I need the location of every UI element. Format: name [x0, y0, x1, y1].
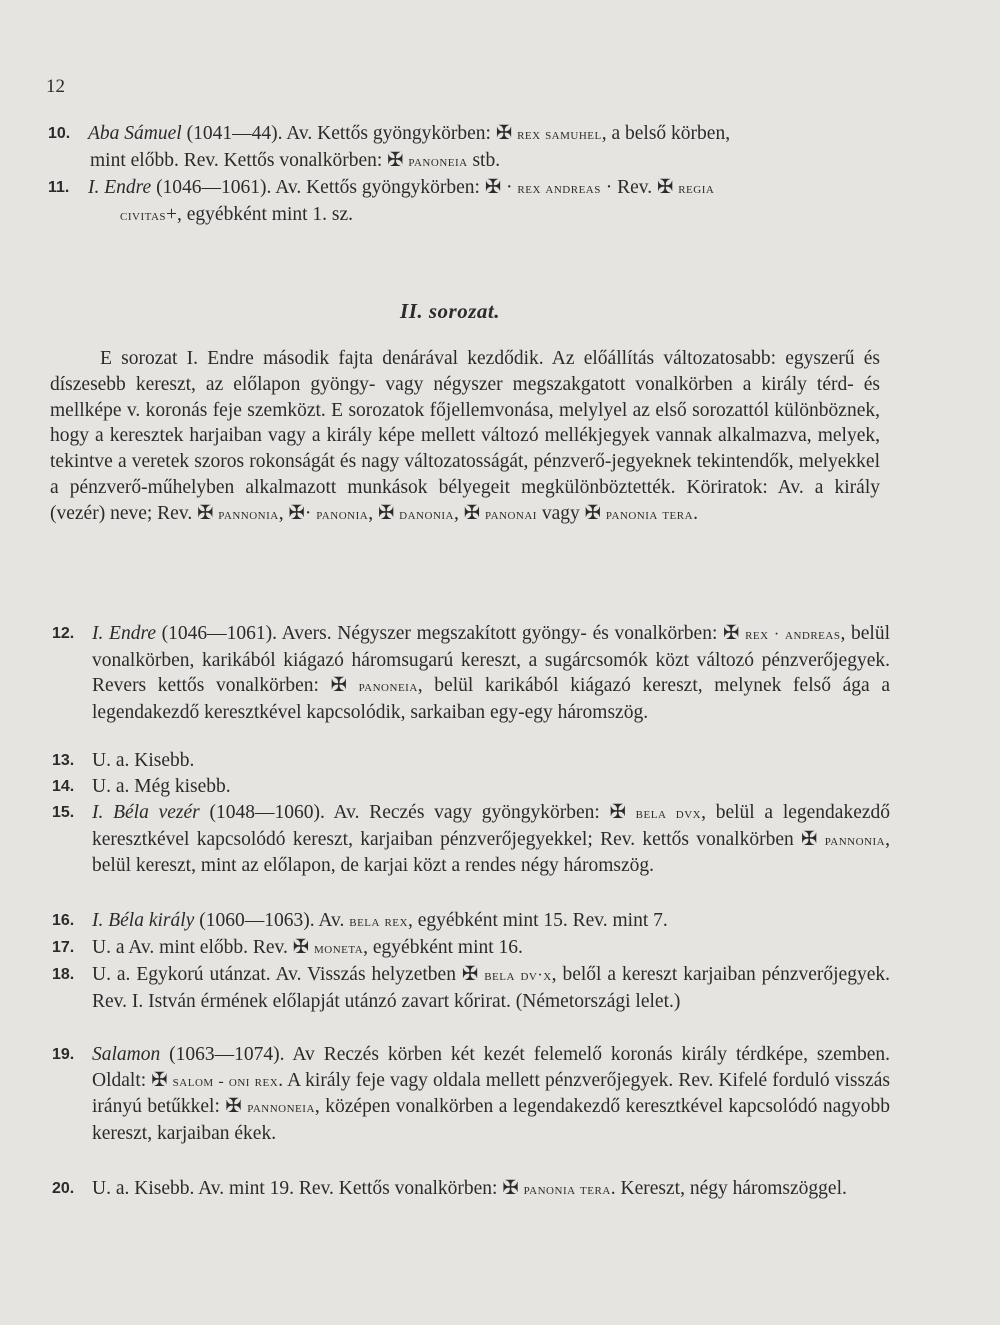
section-heading: II. sorozat. [400, 299, 500, 323]
entry-text-part: , belül vonalkörben, karikából kiágazó háromsugarú kereszt, a sugárcsomók közt változó pénzverőjegyek. Revers kettős vonalkörben: ✠ [92, 623, 890, 696]
entry-text-part: . A király feje vagy oldala mellett pénzverőjegyek. Rev. Kifelé forduló visszás irányú betűkkel: ✠ [92, 1069, 891, 1117]
entry-text-part: (1063—1074). Av Reczés körben két kezét felemelő koronás király térdképe, szemben. Oldalt: ✠ [92, 1044, 890, 1091]
entry-text [92, 748, 890, 774]
coin-legend: danonia [399, 505, 454, 523]
coin-legend: bela dvx [635, 805, 702, 822]
entry-text-part: · Rev. ✠ [600, 177, 679, 198]
coin-legend: rex · andreas [745, 626, 841, 643]
catalog-entry-15 [52, 800, 890, 879]
coin-legend: regia [678, 180, 715, 197]
entry-number: 13. [52, 752, 75, 769]
entry-text [92, 800, 890, 879]
entry-number: 12. [52, 625, 75, 642]
paragraph-text: , ✠ [368, 502, 400, 524]
coin-legend: pannoneia [247, 1099, 315, 1116]
coin-legend: civitas [120, 206, 167, 224]
entry-text-part: U. a Av. mint előbb. Rev. ✠ [92, 937, 314, 958]
catalog-entry-19 [52, 1042, 890, 1146]
entry-text [92, 935, 890, 962]
entry-text-part: , középen vonalkörben a legendakezdő keresztkével kapcsolódó nagyobb kereszt, karjaiban ékek. [92, 1096, 890, 1144]
entry-text-part: , belül kereszt, mint az előlapon, de karjai közt a rendes négy háromszög. [92, 828, 890, 876]
entry-number: 10. [48, 125, 71, 142]
entry-number: 18. [52, 966, 75, 983]
entry-text [92, 774, 890, 800]
catalog-entry-18 [52, 962, 890, 1014]
coin-legend: pannonia [218, 505, 279, 523]
entry-number: 17. [52, 939, 75, 956]
paragraph-text: , ✠ [454, 502, 485, 524]
catalog-entry-10 [48, 121, 888, 174]
catalog-entry-11 [48, 175, 888, 228]
entry-text [92, 962, 890, 1014]
coin-legend: salom - oni rex [172, 1072, 279, 1090]
entry-text-continuation [48, 202, 888, 229]
paragraph-text: vagy ✠ [536, 502, 606, 524]
entry-text-part: (1060—1063). Av. [194, 910, 350, 931]
entry-text-part: , egyébként mint 16. [363, 937, 523, 958]
catalog-entry-13 [52, 748, 890, 774]
coin-legend: pannonia [824, 831, 886, 849]
entry-text [88, 175, 888, 202]
entry-text-part: stb. [467, 149, 501, 171]
catalog-entry-14 [52, 774, 890, 800]
coin-legend: rex samuhel [517, 126, 602, 143]
entry-number: 11. [48, 179, 70, 196]
entry-text-part: (1048—1060). Av. Reczés vagy gyöngykörben: ✠ [199, 802, 636, 823]
entry-text-part: (1046—1061). Av. Kettős gyöngykörben: ✠ · [151, 177, 518, 198]
paragraph-text: , ✠· [278, 502, 317, 524]
entry-text-continuation [48, 148, 888, 175]
entry-number: 19. [52, 1046, 75, 1063]
entry-text-part: , a belső körben, [601, 123, 731, 144]
catalog-entry-16 [52, 908, 890, 935]
ruler-name: Aba Sámuel [88, 123, 182, 144]
entry-text-part: , belől a kereszt karjaiban pénzverőjegyek. Rev. I. István érmének előlapját utánzó zavart kőrirat. (Németországi lelet.) [92, 964, 890, 1012]
ruler-name: I. Endre [88, 177, 152, 198]
catalog-entry-17 [52, 935, 890, 962]
coin-legend: bela dv·x [484, 967, 552, 984]
coin-legend: panonia [316, 505, 369, 523]
coin-legend: panonia tera [605, 505, 694, 523]
entry-text [92, 621, 890, 725]
entry-number: 16. [52, 912, 75, 929]
entry-number: 15. [52, 804, 75, 821]
coin-legend: panonai [484, 505, 537, 523]
entry-number: 20. [52, 1180, 75, 1197]
coin-legend: moneta [313, 940, 364, 957]
entry-text-part: , egyébként mint 15. Rev. mint 7. [407, 910, 668, 931]
ruler-name: I. Béla király [92, 910, 195, 931]
entry-text-part: U. a. Kisebb. Av. mint 19. Rev. Kettős vonalkörben: ✠ [92, 1178, 524, 1199]
coin-legend: panoneia [358, 678, 418, 695]
entry-text-part: +, egyébként mint 1. sz. [166, 203, 354, 225]
ruler-name: I. Béla vezér [92, 802, 200, 823]
entry-text-part: U. a. Még kisebb. [92, 776, 231, 797]
catalog-entry-12 [52, 621, 890, 725]
ruler-name: Salamon [92, 1044, 161, 1065]
entry-text [92, 1042, 890, 1146]
entry-text-part: (1041—44). Av. Kettős gyöngykörben: ✠ [181, 123, 518, 144]
page-number: 12 [46, 76, 65, 97]
entry-text-part: U. a. Egykorú utánzat. Av. Visszás helyzetben ✠ [92, 964, 485, 985]
entry-text-part: , belül karikából kiágazó kereszt, melynek felső ága a legendakezdő keresztkével kapcsolódik, sarkaiban egy-egy háromszög. [92, 675, 890, 723]
entry-text-part: . Kereszt, négy háromszöggel. [610, 1178, 847, 1199]
entry-text-part: (1046—1061). Avers. Négyszer megszakított gyöngy- és vonalkörben: ✠ [155, 623, 746, 644]
entry-text-part: mint előbb. Rev. Kettős vonalkörben: ✠ [90, 149, 409, 171]
entry-text-part: U. a. Kisebb. [92, 750, 195, 771]
ruler-name: I. Endre [92, 623, 156, 644]
paragraph-text: E sorozat I. Endre második fajta denárával kezdődik. Az előállítás változatosabb: egyszerű és díszesebb kereszt, az előlapon gyöngy- vagy négyszer megszakgatott vonalkörben a király térd- és mellképe v. koronás feje szemközt. E sorozatok főjellemvonása, melylyel az első sorozattól különböznek, hogy a keresztek harjaiban vagy a király képe mellett változó mellékjegyek vannak alkalmazva, melyek, tekintve a veretek szoros rokonságát és nagy változatosságát, pénzverő-jegyeknek tekintendők, melyekkel a pénzverő-műhelyben alkalmazott munkások bélyegeit megkülönböztették. Köriratok: Av. a király (vezér) neve; Rev. ✠ [50, 348, 880, 524]
entry-text [88, 121, 888, 148]
intro-paragraph [50, 346, 880, 528]
coin-legend: rex andreas [517, 180, 601, 197]
catalog-entry-20 [52, 1176, 890, 1203]
coin-legend: panonia tera [523, 1181, 611, 1198]
coin-legend: bela rex [349, 913, 408, 930]
entry-number: 14. [52, 778, 75, 795]
paragraph-text: . [693, 502, 698, 524]
entry-text-part: , belül a legendakezdő keresztkével kapcsolódó kereszt, karjaiban pénzverőjegyekkel; Rev. kettős vonalkörben ✠ [92, 802, 891, 850]
coin-legend: panoneia [408, 152, 468, 170]
entry-text [92, 908, 890, 935]
entry-text [92, 1176, 890, 1203]
